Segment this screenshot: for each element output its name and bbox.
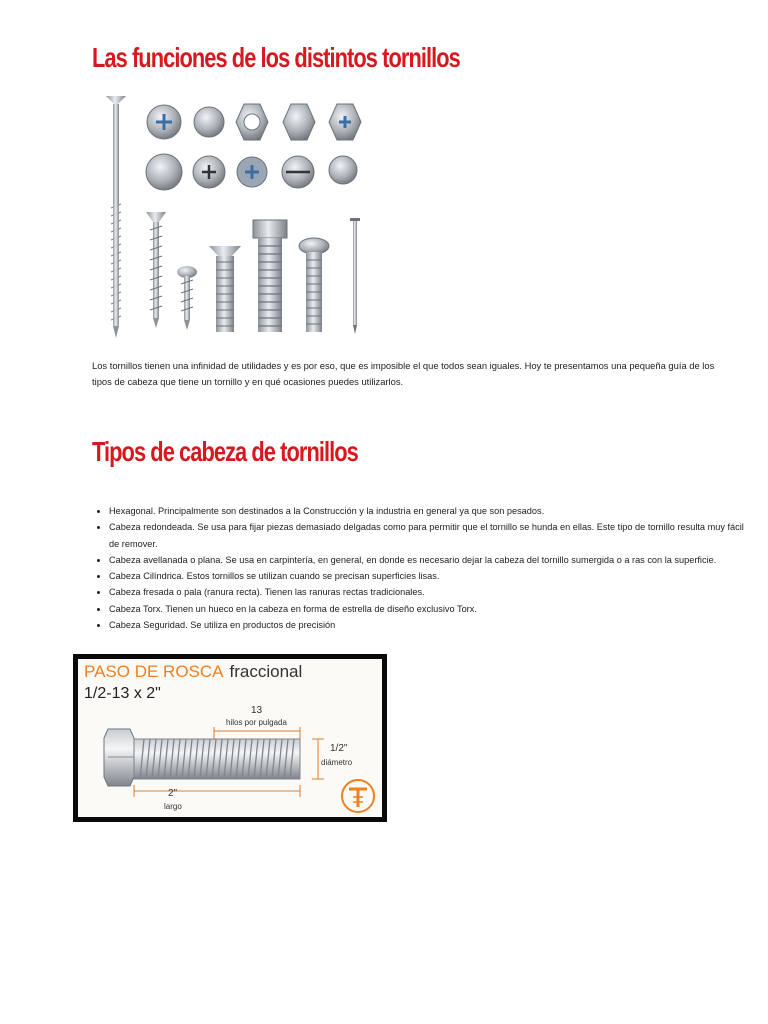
diameter-label: diámetro [321,758,353,767]
short-screw-icon [177,266,197,330]
length-value: 2" [168,788,178,799]
list-item: • Cabeza Cilíndrica. Estos tornillos se utilizan cuando se precisan superficies lisas. [109,568,749,584]
bolt-diagram [78,659,382,817]
nail-icon [350,218,360,334]
thread-size-label: 1/2-13 x 2" [84,685,161,702]
list-item: • Cabeza avellanada o plana. Se usa en carpintería, en general, en donde es necesario dejar la cabeza del tornillo sumergida o a ras con la superficie. [109,552,749,568]
screws-and-bolts-image [92,90,382,340]
wood-screw-icon [146,212,166,328]
flat-head-bolt-icon [209,246,241,332]
section-title-screw-functions: Las funciones de los distintos tornillos [92,42,460,73]
thread-pitch-heading: PASO DE ROSCA fraccional [84,662,303,681]
list-item: • Cabeza Seguridad. Se utiliza en productos de precisión [109,617,749,633]
head-types-list [92,503,749,633]
thread-pitch-image [73,654,387,822]
brand-logo-icon [342,780,374,812]
list-item: • Hexagonal. Principalmente son destinados a la Construcción y la industria en general ya que son pesados. [109,503,749,519]
diameter-value: 1/2" [330,743,348,754]
long-screw-icon [106,96,126,338]
length-label: largo [164,802,182,811]
threads-value: 13 [251,705,263,716]
hex-bolt-icon [253,220,287,332]
screw-heads-row-1 [147,104,361,140]
threads-label: hilos por pulgada [226,718,287,727]
list-item: • Cabeza redondeada. Se usa para fijar piezas demasiado delgadas como para permitir que el tornillo se hunda en ellas. Este tipo de tornillo resulta muy fácil de remover. [109,519,749,552]
screw-heads-row-2 [146,154,357,190]
list-item: • Cabeza Torx. Tienen un hueco en la cabeza en forma de estrella de diseño exclusivo Torx. [109,601,749,617]
list-item: • Cabeza fresada o pala (ranura recta). Tienen las ranuras rectas tradicionales. [109,584,749,600]
round-head-bolt-icon [299,238,329,332]
intro-paragraph: Los tornillos tienen una infinidad de utilidades y es por eso, que es imposible el que todos sean iguales. Hoy te presentamos una pequeña guía de los tipos de cabeza que tiene un tornillo y en qué ocasiones puedes utilizarlos. [92,360,715,387]
section-title-head-types: Tipos de cabeza de tornillos [92,436,358,467]
